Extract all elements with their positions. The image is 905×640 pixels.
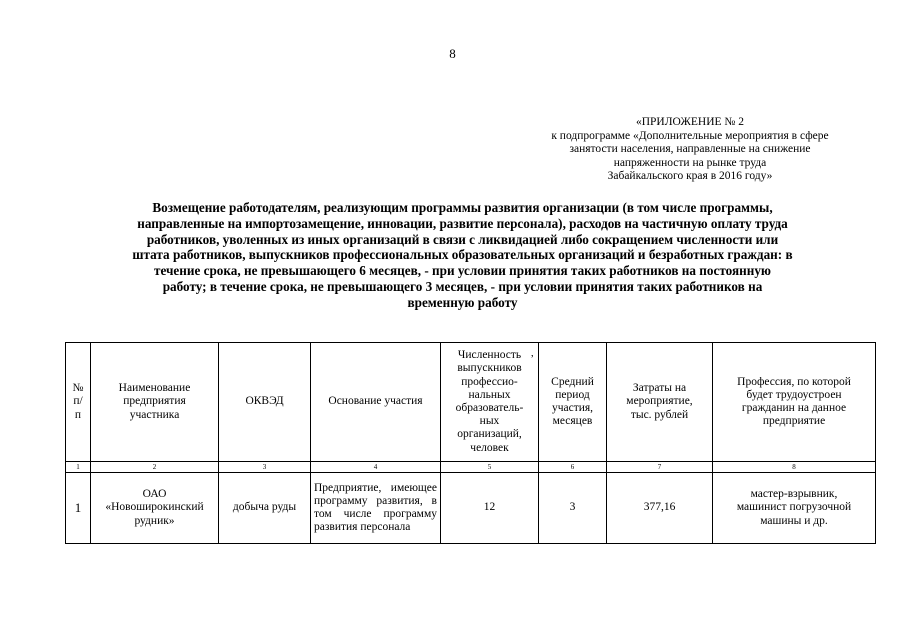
cell-okved: добыча руды	[219, 473, 311, 544]
cell-period: 3	[539, 473, 607, 544]
title-line: работников, уволенных из иных организаций в связи с ликвидацией либо сокращением численности или	[146, 231, 779, 247]
column-number: 7	[607, 462, 713, 473]
title-line: временную работу	[407, 294, 518, 310]
header-profession: Профессия, по которой будет трудоустроен гражданин на данное предприятие	[713, 343, 876, 462]
title-line: Возмещение работодателям, реализующим программы развития организации (в том числе программы,	[152, 200, 773, 215]
header-row	[66, 343, 876, 462]
appendix-line: Забайкальского края в 2016 году»	[607, 170, 773, 182]
appendix-line: напряженности на рынке труда	[613, 156, 767, 169]
title-line: работу; в течение срока, не превышающего 3 месяцев, - при условии принятия таких работников на	[162, 278, 763, 294]
column-number: 6	[539, 462, 607, 473]
header-basis: Основание участия	[311, 343, 441, 462]
cell-num: 1	[66, 473, 91, 544]
header-num: № п/ п	[66, 343, 91, 462]
column-number: 3	[219, 462, 311, 473]
header-costs: Затраты на мероприятие, тыс. рублей	[607, 343, 713, 462]
table-row	[66, 473, 876, 544]
document-title	[70, 200, 855, 311]
column-number: 8	[713, 462, 876, 473]
column-numbers-row	[66, 462, 876, 473]
header-graduates-mark: ’	[530, 353, 534, 365]
column-number: 1	[66, 462, 91, 473]
header-okved: ОКВЭД	[219, 343, 311, 462]
appendix-header	[520, 116, 860, 184]
header-name: Наименование предприятия участника	[91, 343, 219, 462]
cell-basis: Предприятие, имеющее программу развития, в том числе программу развития персонала	[311, 473, 441, 544]
column-number: 2	[91, 462, 219, 473]
column-number: 4	[311, 462, 441, 473]
cell-name: ОАО «Новоширокинский рудник»	[91, 473, 219, 544]
participants-table	[65, 342, 876, 544]
page-number: 8	[449, 46, 456, 61]
title-line: течение срока, не превышающего 6 месяцев, - при условии принятия таких работников на постоянную	[153, 263, 771, 279]
appendix-line: к подпрограмме «Дополнительные мероприятия в сфере	[551, 129, 829, 142]
cell-profession: мастер-взрывник, машинист погрузочной машины и др.	[713, 473, 876, 544]
column-number: 5	[441, 462, 539, 473]
title-line: направленные на импортозамещение, инновации, развитие персонала), расходов на частичную оплату труда	[137, 215, 788, 231]
appendix-line: «ПРИЛОЖЕНИЕ № 2	[635, 116, 744, 128]
cell-graduates: 12	[441, 473, 539, 544]
header-period: Средний период участия, месяцев	[539, 343, 607, 462]
cell-costs: 377,16	[607, 473, 713, 544]
header-graduates: ’ Численность выпускников профессио- нальных образователь- ных организаций, человек	[441, 343, 539, 462]
appendix-line: занятости населения, направленные на снижение	[569, 143, 811, 155]
title-line: штата работников, выпускников профессиональных образовательных организаций и безработных граждан: в	[132, 247, 793, 263]
